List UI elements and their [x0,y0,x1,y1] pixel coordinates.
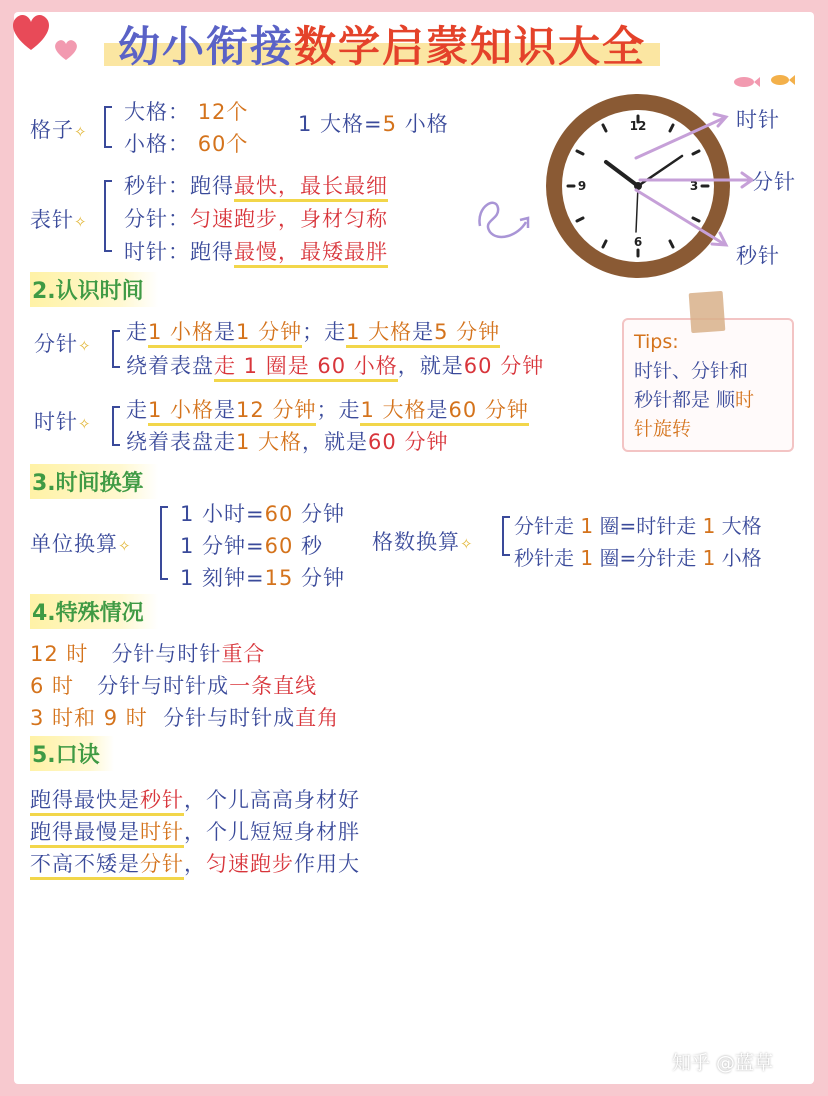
section-5-heading: 5.口诀 [30,736,114,771]
text-fragment: 分钟 [293,502,346,526]
text-fragment: 绕着表盘 [126,354,214,378]
text-fragment: 小格： [124,132,190,156]
text-fragment: 秒 [293,534,324,558]
text-fragment: 60 分钟 [368,430,449,454]
text-fragment: 3 时和 9 时 [30,706,148,730]
text-fragment: 圈=分针走 [593,546,703,570]
text-fragment: 60 分钟 [449,398,529,426]
text-fragment: 绕着表盘走 [126,430,236,454]
text-fragment: 1 大格 [346,320,412,348]
text-fragment: 跑得最快是 [30,788,140,816]
text-fragment: 1 大格 [360,398,426,426]
text-fragment: 秒针都是 顺 [634,389,736,411]
text-fragment: 分针 [34,332,78,356]
fish-icon [730,70,800,94]
hour-rule-1 [126,394,529,424]
text-fragment: 匀速跑步 [206,852,294,876]
text-fragment: 60个 [197,132,249,156]
sparkle-icon: ✧ [74,123,88,141]
text-fragment: 12 分钟 [236,398,316,426]
text-fragment: 个儿高高身材好 [206,788,360,812]
rhyme-line-3 [30,848,360,878]
text-fragment: 最快，最长最细 [234,174,388,202]
unit-row-minute [180,530,323,560]
small-grid-row [124,128,248,158]
minute-hand-label [34,328,92,358]
bracket [104,106,112,148]
text-fragment: 匀速跑步，身材匀称 [190,207,388,231]
text-fragment: 分针 [140,852,184,880]
text-fragment: 1 刻钟= [180,566,265,590]
text-fragment: 60 [264,502,294,526]
grid-relation [298,108,449,138]
title-part1: 幼小衔接 [118,22,295,71]
clock-number-6: 6 [633,235,643,249]
second-hand-row [124,170,388,200]
curly-arrow-icon [470,186,540,246]
rhyme-line-1 [30,784,360,814]
text-fragment: 大格： [124,100,190,124]
text-fragment: 5 分钟 [434,320,500,348]
hour-rule-2 [126,426,448,456]
text-fragment: 5 [382,112,398,136]
text-fragment: 分针： [124,207,190,231]
text-fragment: 时 [735,389,755,411]
sparkle-icon: ✧ [78,337,92,355]
text-fragment: 秒针走 [514,546,581,570]
title-part2: 数学启蒙知识大全 [294,22,647,71]
clock-second-label: 秒针 [736,244,780,268]
text-fragment: 1 [702,546,716,570]
clock-hour-label: 时针 [736,108,780,132]
grid-conversion-row-1 [514,510,762,539]
text-fragment: 格数换算 [372,530,460,554]
text-fragment: 分针与时针 [111,642,222,666]
text-fragment: 时针 [140,820,184,848]
text-fragment: 分针与时针成 [97,674,230,698]
text-fragment: 是 [427,398,449,426]
text-fragment: 表针 [30,208,74,232]
text-fragment: 60 [264,534,294,558]
sparkle-icon: ✧ [78,415,92,433]
tips-line-1: 时针、分针和 [634,360,749,382]
small-heart-icon [52,36,80,62]
text-fragment: 个儿短短身材胖 [206,820,360,844]
text-fragment: 秒针 [140,788,184,816]
sparkle-icon: ✧ [460,535,474,553]
text-fragment: 12 时 [30,642,89,666]
text-fragment: ；走 [316,398,361,422]
hour-hand-label [34,406,92,436]
rhyme-line-2 [30,816,360,846]
grid-conversion-label [372,526,474,556]
tape-decoration [689,291,726,333]
text-fragment: ， [184,852,206,876]
text-fragment: 走 1 圈是 60 小格 [214,354,398,382]
text-fragment: 最慢，最矮最胖 [234,240,388,268]
unit-row-hour [180,498,345,528]
unit-conversion-label [30,528,132,558]
minute-rule-1 [126,316,500,346]
section-4-heading: 4.特殊情况 [30,594,158,629]
text-fragment: 秒针：跑得 [124,174,234,198]
grid-label [30,114,88,144]
hour-hand-row [124,236,388,266]
text-fragment: 分针走 [514,514,581,538]
text-fragment: 1 分钟 [236,320,302,348]
bracket [112,406,120,446]
text-fragment: 大格 [715,514,762,538]
text-fragment: 1 小格 [148,398,214,426]
clock-number-9: 9 [577,179,587,193]
text-fragment: 1 大格 [236,430,303,454]
text-fragment: 单位换算 [30,532,118,556]
clock-minute-label: 分针 [752,170,796,194]
clock-number-3: 3 [689,179,699,193]
section-2-heading: 2.认识时间 [30,272,158,307]
text-fragment: 时针：跑得 [124,240,234,264]
text-fragment: 1 大格= [298,112,383,136]
minute-hand-row [124,203,388,233]
tips-card [622,318,794,452]
text-fragment: ，就是 [302,430,369,454]
big-grid-row [124,96,248,126]
text-fragment: 分钟 [293,566,346,590]
text-fragment: 1 [702,514,716,538]
text-fragment: 格子 [30,118,74,142]
text-fragment: 是 [214,398,236,426]
clock-number-12: 12 [629,119,647,133]
bracket [502,516,510,556]
text-fragment: 1 小时= [180,502,265,526]
minute-rule-2 [126,350,544,380]
text-fragment: 1 分钟= [180,534,265,558]
text-fragment: ， [184,820,206,844]
sparkle-icon: ✧ [118,537,132,555]
hands-label [30,204,88,234]
special-case-3-9 [30,702,339,732]
text-fragment: ；走 [302,320,347,344]
tips-heading: Tips: [634,331,679,353]
text-fragment: 12个 [197,100,249,124]
watermark: 知乎 @蓝草 [672,1052,774,1074]
special-case-6 [30,670,317,700]
text-fragment: 跑得最慢是 [30,820,140,848]
text-fragment: 时针 [34,410,78,434]
text-fragment: 不高不矮是 [30,852,140,880]
text-fragment: 分针与时针成 [163,706,296,730]
text-fragment: 走 [126,398,148,422]
text-fragment: 60 分钟 [463,354,545,378]
text-fragment: 1 [580,546,594,570]
unit-row-quarter [180,562,345,592]
text-fragment: 小格 [397,112,449,136]
text-fragment: 小格 [715,546,762,570]
text-fragment: 1 [580,514,594,538]
text-fragment: 6 时 [30,674,75,698]
section-3-heading: 3.时间换算 [30,464,158,499]
special-case-12 [30,638,265,668]
tips-line-3: 针旋转 [634,418,692,440]
text-fragment: 走 [126,320,148,344]
bracket [112,330,120,368]
text-fragment: 是 [214,320,236,348]
bracket [104,180,112,252]
text-fragment: 直角 [295,706,340,730]
heart-icon [8,8,54,54]
text-fragment: 重合 [221,642,266,666]
text-fragment: 15 [264,566,294,590]
text-fragment: 1 小格 [148,320,214,348]
tips-line-2 [634,386,782,415]
text-fragment: ，就是 [397,354,464,378]
page-title [104,14,660,72]
text-fragment: 作用大 [294,852,360,876]
text-fragment: 是 [412,320,434,348]
text-fragment: ， [184,788,206,812]
bracket [160,506,168,580]
text-fragment: 圈=时针走 [593,514,703,538]
grid-conversion-row-2 [514,542,762,571]
text-fragment: 一条直线 [229,674,318,698]
sparkle-icon: ✧ [74,213,88,231]
